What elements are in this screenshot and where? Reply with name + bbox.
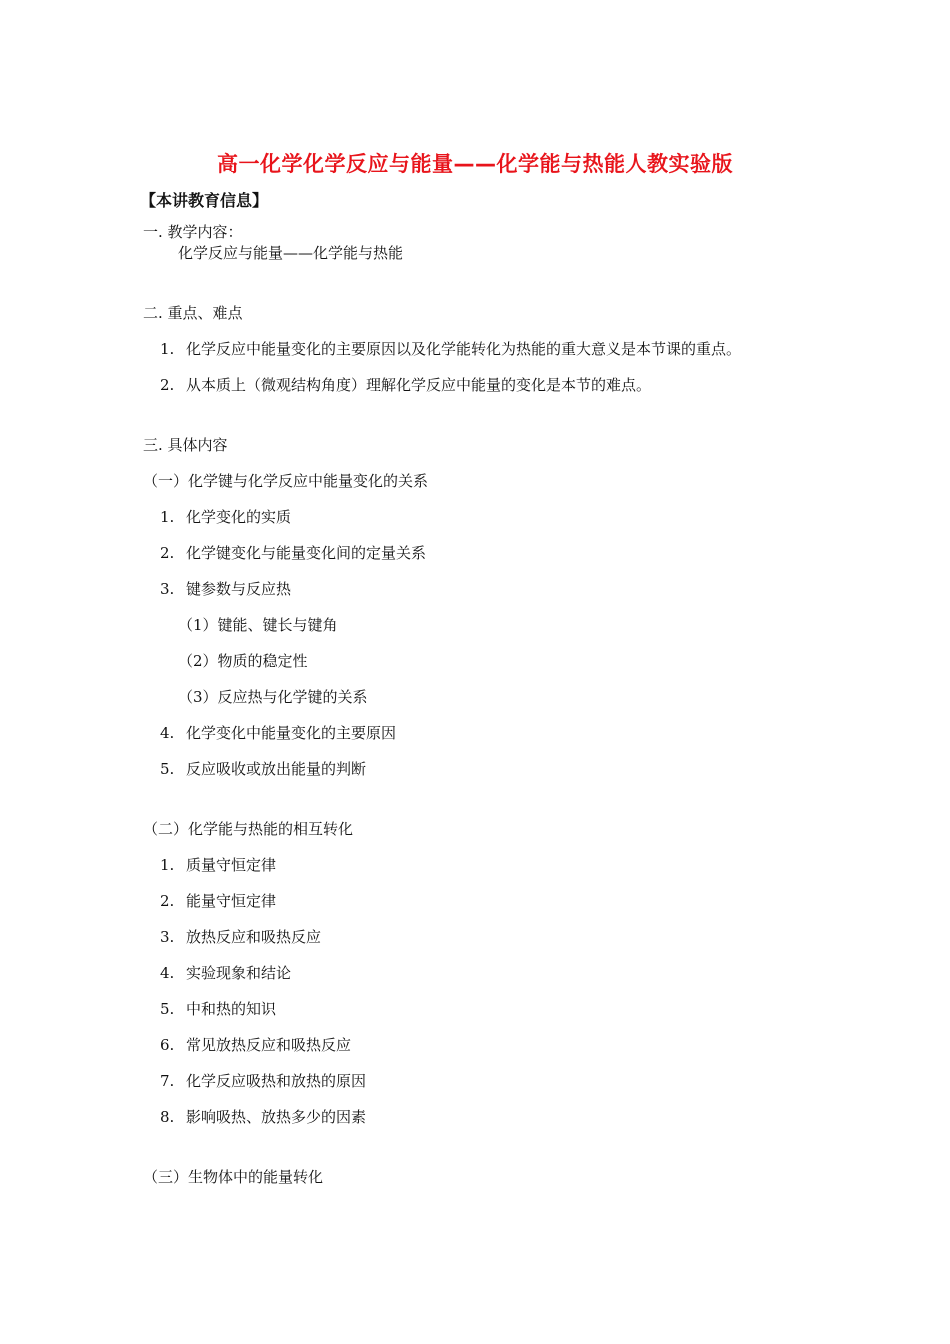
list-text: 化学键变化与能量变化间的定量关系 <box>186 544 427 562</box>
list-number: 2. <box>160 376 175 394</box>
list-item <box>160 759 366 779</box>
list-item <box>160 339 741 359</box>
list-text: 键参数与反应热 <box>186 580 292 598</box>
list-text: 能量守恒定律 <box>186 892 277 910</box>
list-text: 常见放热反应和吸热反应 <box>186 1036 352 1054</box>
list-number: 2. <box>160 544 175 562</box>
list-item <box>160 579 291 599</box>
section-1-content: 化学反应与能量——化学能与热能 <box>178 244 404 262</box>
list-number: 3. <box>160 928 175 946</box>
list-item <box>160 507 291 527</box>
list-item <box>160 1035 351 1055</box>
list-item <box>160 1107 366 1127</box>
sub-item: （1）键能、键长与键角 <box>178 616 338 634</box>
list-text: 中和热的知识 <box>186 1000 277 1018</box>
list-text: 实验现象和结论 <box>186 964 292 982</box>
section-1-heading: 一. 教学内容： <box>143 223 243 241</box>
list-number: 1. <box>160 508 175 526</box>
list-text: 化学变化的实质 <box>186 508 292 526</box>
list-number: 5. <box>160 760 175 778</box>
list-item <box>160 891 276 911</box>
list-item <box>160 963 291 983</box>
list-number: 6. <box>160 1036 175 1054</box>
list-number: 5. <box>160 1000 175 1018</box>
part-3-title: （三）生物体中的能量转化 <box>143 1168 324 1186</box>
list-text: 从本质上（微观结构角度）理解化学反应中能量的变化是本节的难点。 <box>186 376 652 394</box>
list-text: 影响吸热、放热多少的因素 <box>186 1108 367 1126</box>
list-item <box>160 543 426 563</box>
list-text: 化学变化中能量变化的主要原因 <box>186 724 397 742</box>
list-text: 放热反应和吸热反应 <box>186 928 322 946</box>
list-text: 质量守恒定律 <box>186 856 277 874</box>
list-item <box>160 1071 366 1091</box>
list-number: 7. <box>160 1072 175 1090</box>
list-item <box>160 723 396 743</box>
list-item <box>160 927 321 947</box>
list-item <box>160 855 276 875</box>
list-number: 4. <box>160 724 175 742</box>
part-1-title: （一）化学键与化学反应中能量变化的关系 <box>143 472 429 490</box>
section-3-heading: 三. 具体内容 <box>143 436 228 454</box>
list-text: 反应吸收或放出能量的判断 <box>186 760 367 778</box>
list-item <box>160 999 276 1019</box>
list-number: 8. <box>160 1108 175 1126</box>
sub-item: （3）反应热与化学键的关系 <box>178 688 368 706</box>
list-text: 化学反应吸热和放热的原因 <box>186 1072 367 1090</box>
lecture-info-header: 【本讲教育信息】 <box>140 191 269 210</box>
list-number: 3. <box>160 580 175 598</box>
part-2-title: （二）化学能与热能的相互转化 <box>143 820 354 838</box>
list-number: 4. <box>160 964 175 982</box>
list-number: 1. <box>160 856 175 874</box>
sub-item: （2）物质的稳定性 <box>178 652 308 670</box>
list-number: 1. <box>160 340 175 358</box>
list-item <box>160 375 651 395</box>
section-2-heading: 二. 重点、难点 <box>143 304 243 322</box>
list-text: 化学反应中能量变化的主要原因以及化学能转化为热能的重大意义是本节课的重点。 <box>186 340 742 358</box>
list-number: 2. <box>160 892 175 910</box>
document-title: 高一化学化学反应与能量——化学能与热能人教实验版 <box>217 152 733 176</box>
